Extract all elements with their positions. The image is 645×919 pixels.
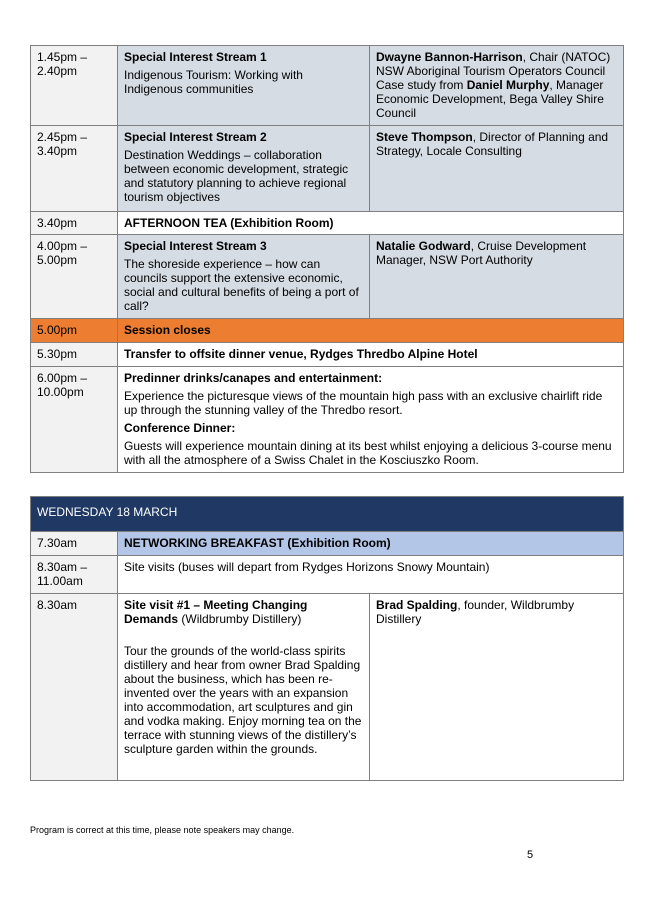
speaker-name: Brad Spalding [376,598,458,612]
table-row [31,212,624,235]
session-cell: Session closes [118,319,624,343]
session-cell: NETWORKING BREAKFAST (Exhibition Room) [118,532,624,556]
table-row-session-closes [31,319,624,343]
speaker-cell [370,594,624,781]
time-cell: 4.00pm – 5.00pm [31,235,118,319]
session-title: Site visit #1 – Meeting Changing Demands (Wildbrumby Distillery) [124,598,308,626]
speaker-name: Dwayne Bannon-Harrison [376,50,523,64]
time-cell: 3.40pm [31,212,118,235]
table-row [31,235,624,319]
program-table-afternoon [30,45,624,473]
speaker-role: , Manager Economic Development, Bega Valley Shire Council [376,78,604,120]
session-cell [118,46,370,126]
session-description: Tour the grounds of the world-class spirits distillery and hear from owner Brad Spalding about the business, which has been re-invented over the years with an expansion into accommodation, art sculptures and gin and vodka making. Enjoy morning tea on the terrace with stunning views of the distillery’s sculpture garden within the grounds. [124,644,362,756]
section-text: Guests will experience mountain dining at its best whilst enjoying a delicious 3-course menu with all the atmosphere of a Swiss Chalet in the Kosciuszko Room. [124,439,612,467]
session-description: The shoreside experience – how can councils support the extensive economic, social and cultural benefits of being a port of call? [124,257,359,313]
session-cell [118,367,624,473]
speaker-role: , Director of Planning and Strategy, Locale Consulting [376,130,609,158]
table-row [31,556,624,594]
table-row [31,367,624,473]
day-header: WEDNESDAY 18 MARCH [31,497,624,532]
table-row [31,343,624,367]
speaker-role: , Chair (NATOC) NSW Aboriginal Tourism Operators Council Case study from [376,50,611,92]
session-title: Special Interest Stream 3 [124,239,267,253]
time-cell: 5.00pm [31,319,118,343]
session-cell [118,126,370,212]
section-heading: Conference Dinner: [124,421,236,435]
session-title: Special Interest Stream 2 [124,130,267,144]
footer-note: Program is correct at this time, please note speakers may change. [30,825,295,835]
speaker-cell [370,126,624,212]
session-cell [118,594,370,781]
session-description: Indigenous Tourism: Working with Indigenous communities [124,68,303,96]
session-title: Special Interest Stream 1 [124,50,267,64]
speaker-cell [370,46,624,126]
session-cell: Site visits (buses will depart from Rydges Horizons Snowy Mountain) [118,556,624,594]
program-table-wednesday [30,496,624,781]
section-heading: Predinner drinks/canapes and entertainment: [124,371,383,385]
speaker-name: Natalie Godward [376,239,471,253]
table-row [31,46,624,126]
time-cell: 8.30am – 11.00am [31,556,118,594]
time-cell: 2.45pm – 3.40pm [31,126,118,212]
speaker-role: , founder, Wildbrumby Distillery [376,598,575,626]
session-cell: Transfer to offsite dinner venue, Rydges Thredbo Alpine Hotel [118,343,624,367]
speaker-name: Daniel Murphy [466,78,550,92]
session-description: Destination Weddings – collaboration between economic development, strategic and statutory planning to achieve regional tourism objectives [124,148,349,204]
session-cell [118,235,370,319]
table-row [31,532,624,556]
page-number: 5 [527,849,534,861]
time-cell: 5.30pm [31,343,118,367]
session-cell: AFTERNOON TEA (Exhibition Room) [118,212,624,235]
speaker-role: , Cruise Development Manager, NSW Port Authority [376,239,587,267]
time-cell: 6.00pm – 10.00pm [31,367,118,473]
speaker-cell [370,235,624,319]
day-header-row [31,497,624,532]
table-row [31,594,624,781]
time-cell: 1.45pm – 2.40pm [31,46,118,126]
speaker-name: Steve Thompson [376,130,473,144]
table-row [31,126,624,212]
time-cell: 7.30am [31,532,118,556]
section-text: Experience the picturesque views of the mountain high pass with an exclusive chairlift ride up through the stunning valley of the Thredbo resort. [124,389,603,417]
time-cell: 8.30am [31,594,118,781]
